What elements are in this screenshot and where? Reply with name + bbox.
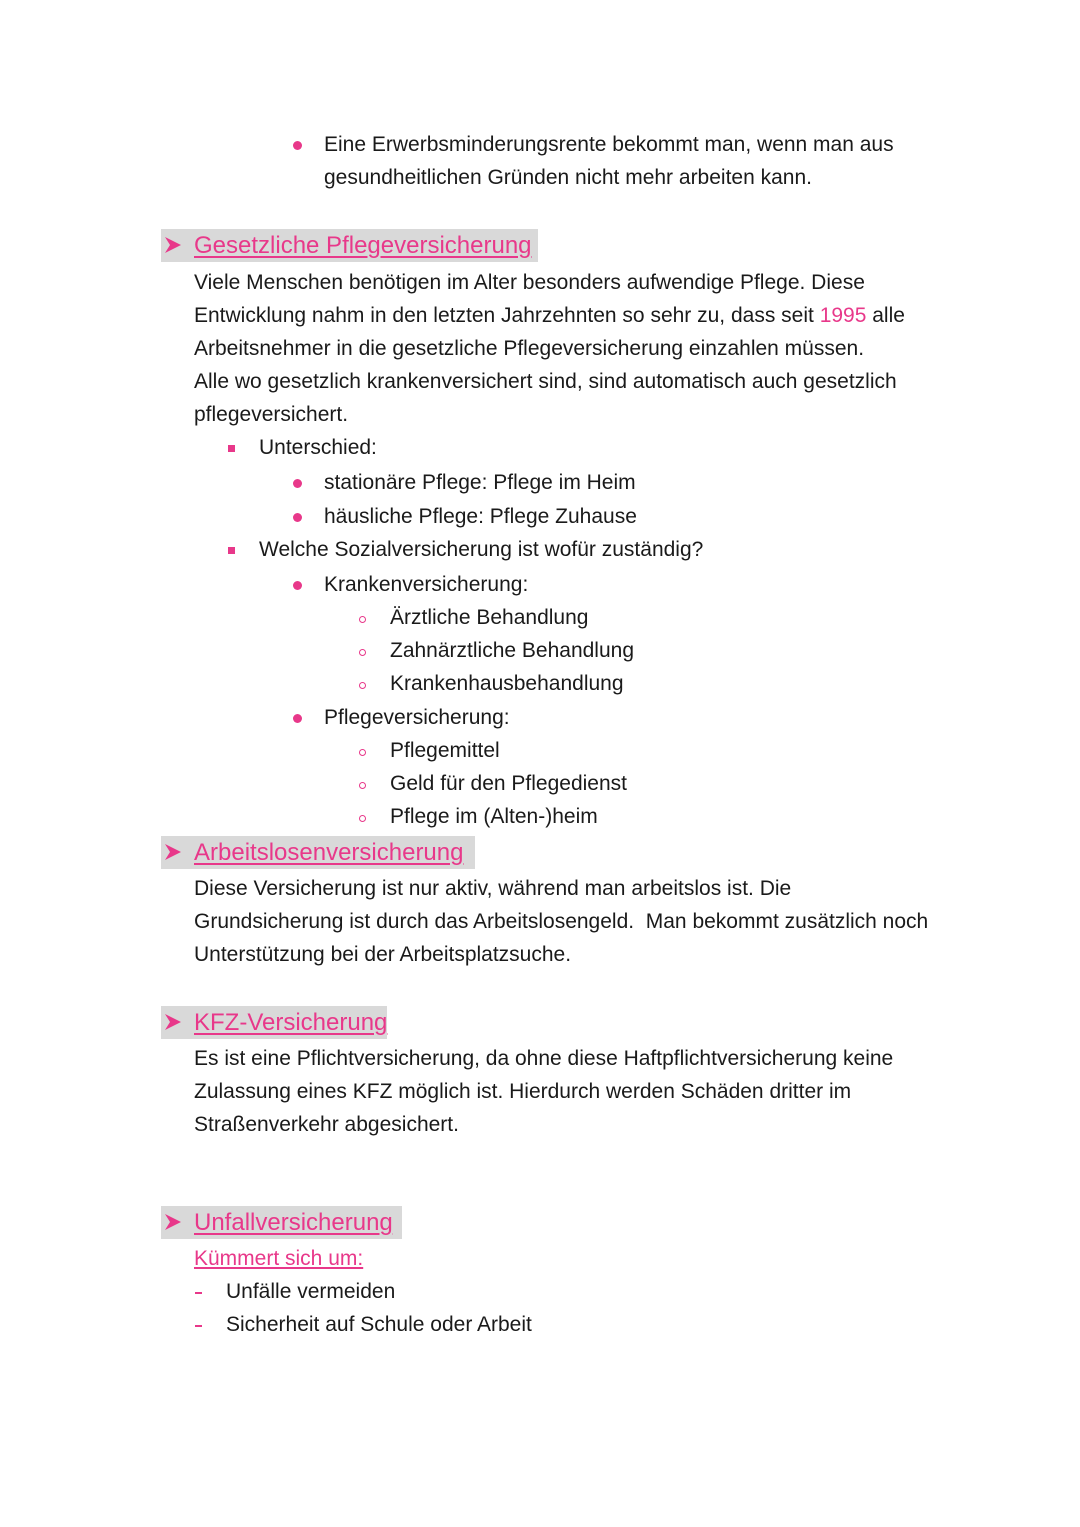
arrow-bullet-icon (164, 1013, 182, 1031)
bullet-dot-icon (293, 714, 302, 723)
bullet-dot-icon (293, 581, 302, 590)
pflege-paragraph-line: Viele Menschen benötigen im Alter besonders aufwendige Pflege. Diese (194, 271, 865, 294)
circle-bullet-icon (359, 782, 366, 789)
circle-bullet-icon (359, 749, 366, 756)
arbeitslos-paragraph-line: Unterstützung bei der Arbeitsplatzsuche. (194, 943, 572, 966)
bullet-dot-icon (293, 513, 302, 522)
arrow-bullet-icon (164, 236, 182, 254)
arrow-bullet-icon (164, 843, 182, 861)
year-highlight: 1995 (819, 304, 867, 327)
dash-bullet-icon (195, 1325, 202, 1327)
list-item: Krankenversicherung: (324, 573, 529, 596)
square-bullet-icon (228, 445, 235, 452)
kfz-paragraph-line: Straßenverkehr abgesichert. (194, 1113, 459, 1136)
bullet-dot-icon (293, 141, 302, 150)
arbeitslos-paragraph-line: Diese Versicherung ist nur aktiv, während man arbeitslos ist. Die (194, 877, 792, 900)
bullet-dot-icon (293, 479, 302, 488)
arrow-bullet-icon (164, 1213, 182, 1231)
kfz-paragraph-line: Es ist eine Pflichtversicherung, da ohne diese Haftpflichtversicherung keine (194, 1047, 894, 1070)
section-title-unfall: Unfallversicherung (194, 1209, 393, 1236)
circle-bullet-icon (359, 682, 366, 689)
circle-bullet-icon (359, 815, 366, 822)
section-title-pflege: Gesetzliche Pflegeversicherung (194, 232, 532, 259)
kfz-paragraph-line: Zulassung eines KFZ möglich ist. Hierdurch werden Schäden dritter im (194, 1080, 852, 1103)
list-item: Pflege im (Alten-)heim (390, 805, 598, 828)
circle-bullet-icon (359, 616, 366, 623)
list-item: Pflegemittel (390, 739, 500, 762)
list-item: Unfälle vermeiden (226, 1280, 396, 1303)
circle-bullet-icon (359, 649, 366, 656)
section-title-kfz: KFZ-Versicherung (194, 1009, 388, 1036)
list-item: Geld für den Pflegedienst (390, 772, 627, 795)
pflege-paragraph-line: Alle wo gesetzlich krankenversichert sind, sind automatisch auch gesetzlich (194, 370, 897, 393)
intro-line-1: Eine Erwerbsminderungsrente bekommt man, wenn man aus (324, 133, 894, 156)
list-item: häusliche Pflege: Pflege Zuhause (324, 505, 637, 528)
pflege-paragraph-line: pflegeversichert. (194, 403, 349, 426)
list-item: Zahnärztliche Behandlung (390, 639, 635, 662)
list-item: Welche Sozialversicherung ist wofür zuständig? (259, 538, 704, 561)
list-item: Pflegeversicherung: (324, 706, 510, 729)
list-item: stationäre Pflege: Pflege im Heim (324, 471, 636, 494)
intro-line-2: gesundheitlichen Gründen nicht mehr arbeiten kann. (324, 166, 812, 189)
section-title-arbeitslos: Arbeitslosenversicherung (194, 839, 464, 866)
list-item: Sicherheit auf Schule oder Arbeit (226, 1313, 532, 1336)
list-item: Krankenhausbehandlung (390, 672, 624, 695)
pflege-paragraph-line: Arbeitsnehmer in die gesetzliche Pflegeversicherung einzahlen müssen. (194, 337, 865, 360)
square-bullet-icon (228, 547, 235, 554)
list-item: Unterschied: (259, 436, 377, 459)
dash-bullet-icon (195, 1292, 202, 1294)
arbeitslos-paragraph-line: Grundsicherung ist durch das Arbeitslosengeld. Man bekommt zusätzlich noch (194, 910, 929, 933)
pflege-paragraph-line: Entwicklung nahm in den letzten Jahrzehnten so sehr zu, dass seit 1995 alle (194, 304, 905, 327)
list-item: Ärztliche Behandlung (390, 606, 589, 629)
unfall-subheading: Kümmert sich um: (194, 1247, 364, 1270)
